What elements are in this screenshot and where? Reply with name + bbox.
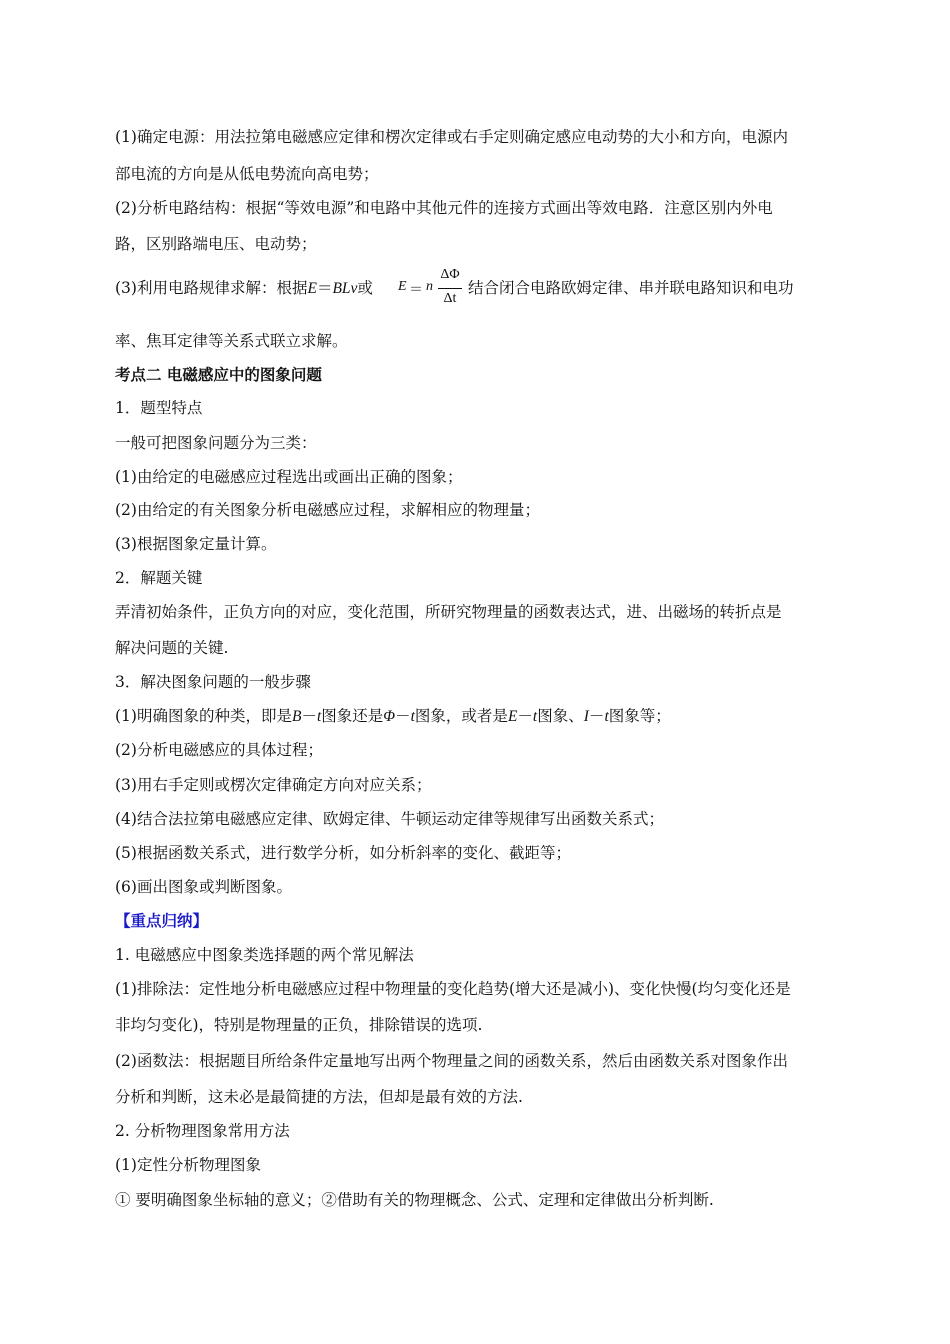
- fraction-denominator: Δt: [443, 291, 457, 306]
- var-e: E: [307, 280, 317, 297]
- paragraph-line: (1)确定电源：用法拉第电磁感应定律和楞次定律或右手定则确定感应电动势的大小和方向，电源内: [115, 128, 788, 146]
- faraday-formula: E ＝ n ΔΦ Δt: [398, 277, 468, 325]
- subheading: 2. 分析物理图象常用方法: [115, 1122, 290, 1140]
- paragraph-line: 率、焦耳定律等关系式联立求解。: [115, 332, 348, 350]
- list-item: (1)定性分析物理图象: [115, 1156, 261, 1174]
- paragraph-line: 一般可把图象问题分为三类：: [115, 434, 317, 452]
- paragraph-line: (1)排除法：定性地分析电磁感应过程中物理量的变化趋势(增大还是减小)、变化快慢(均匀变化还是: [115, 980, 791, 998]
- key-summary-heading: 【重点归纳】: [115, 911, 209, 930]
- list-item: (2)分析电磁感应的具体过程；: [115, 741, 323, 759]
- list-item: (5)根据函数关系式，进行数学分析，如分析斜率的变化、截距等；: [115, 844, 571, 862]
- paragraph-line: 非均匀变化)，特别是物理量的正负，排除错误的选项.: [115, 1016, 483, 1034]
- fraction-numerator: ΔΦ: [440, 267, 460, 282]
- subheading: 1. 电磁感应中图象类选择题的两个常见解法: [115, 946, 414, 964]
- var-blv: BLv: [332, 280, 358, 297]
- list-item: (3)用右手定则或楞次定律确定方向对应关系；: [115, 776, 432, 794]
- list-item: (2)由给定的有关图象分析电磁感应过程，求解相应的物理量；: [115, 501, 540, 519]
- paragraph-line: (2)函数法：根据题目所给条件定量地写出两个物理量之间的函数关系，然后由函数关系对图象作出: [115, 1052, 788, 1070]
- list-item: (3)根据图象定量计算。: [115, 535, 277, 553]
- list-item: (4)结合法拉第电磁感应定律、欧姆定律、牛顿运动定律等规律写出函数关系式；: [115, 810, 664, 828]
- fraction-bar: [438, 288, 462, 289]
- subheading: 3．解决图象问题的一般步骤: [115, 673, 311, 691]
- list-item: (1)明确图象的种类，即是B－t图象还是Φ－t图象，或者是E－t图象、I－t图象等；: [115, 707, 671, 725]
- section-heading: 考点二 电磁感应中的图象问题: [115, 365, 322, 384]
- paragraph-line: 分析和判断，这未必是最简捷的方法，但却是最有效的方法.: [115, 1088, 523, 1106]
- paragraph-line: 解决问题的关键.: [115, 639, 229, 657]
- list-item: (6)画出图象或判断图象。: [115, 878, 292, 896]
- subheading: 1．题型特点: [115, 399, 203, 417]
- subheading: 2．解题关键: [115, 569, 203, 587]
- paragraph-line: 结合闭合电路欧姆定律、串并联电路知识和电功: [468, 279, 794, 297]
- paragraph-line: 弄清初始条件，正负方向的对应，变化范围，所研究物理量的函数表达式，进、出磁场的转折点是: [115, 603, 782, 621]
- paragraph-line: (2)分析电路结构：根据“等效电源”和电路中其他元件的连接方式画出等效电路．注意区别内外电: [115, 199, 773, 217]
- formula-line: (3)利用电路规律求解：根据E＝BLv或: [115, 279, 373, 297]
- list-item: (1)由给定的电磁感应过程选出或画出正确的图象；: [115, 468, 463, 486]
- paragraph-line: 部电流的方向是从低电势流向高电势；: [115, 165, 379, 183]
- fraction: [438, 267, 462, 315]
- paragraph-line: 路，区别路端电压、电动势；: [115, 235, 317, 253]
- paragraph-line: ① 要明确图象坐标轴的意义；②借助有关的物理概念、公式、定理和定律做出分析判断.: [115, 1191, 714, 1209]
